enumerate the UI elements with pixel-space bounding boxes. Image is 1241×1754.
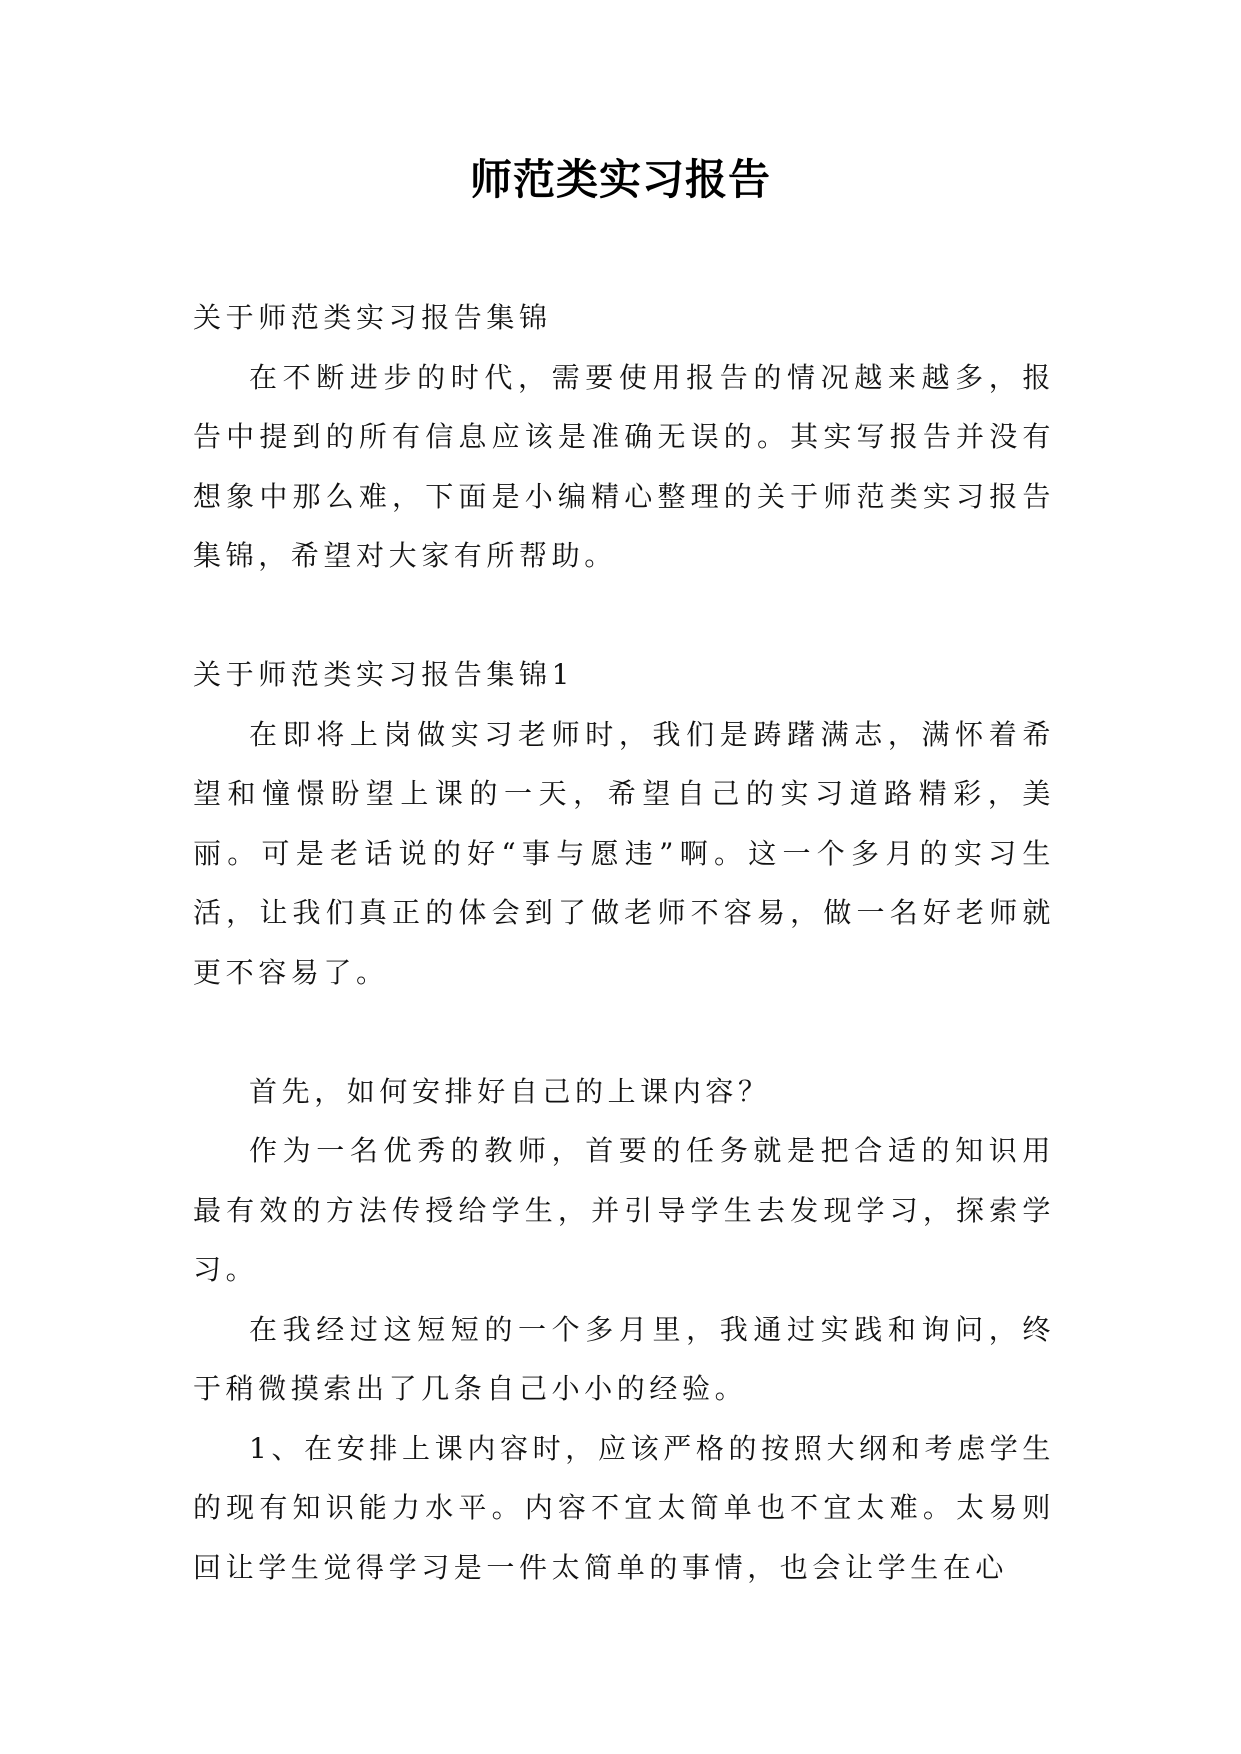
intro-paragraph: 在不断进步的时代，需要使用报告的情况越来越多，报告中提到的所有信息应该是准确无误的。其实写报告并没有想象中那么难，下面是小编精心整理的关于师范类实习报告集锦，希望对大家有所帮助。 xyxy=(193,360,1055,572)
section-1-paragraph-4: 1、在安排上课内容时，应该严格的按照大纲和考虑学生的现有知识能力水平。内容不宜太简单也不宜太难。太易则回让学生觉得学习是一件太简单的事情，也会让学生在心 xyxy=(193,1431,1055,1584)
intro-heading: 关于师范类实习报告集锦 xyxy=(193,301,552,334)
section-1-question: 首先，如何安排好自己的上课内容？ xyxy=(249,1074,771,1108)
document-title: 师范类实习报告 xyxy=(469,155,771,204)
section-1-paragraph-1: 在即将上岗做实习老师时，我们是踌躇满志，满怀着希望和憧憬盼望上课的一天，希望自己的实习道路精彩，美丽。可是老话说的好“事与愿违”啊。这一个多月的实习生活，让我们真正的体会到了做老师不容易，做一名好老师就更不容易了。 xyxy=(193,717,1055,989)
section-1-paragraph-2: 作为一名优秀的教师，首要的任务就是把合适的知识用最有效的方法传授给学生，并引导学生去发现学习，探索学习。 xyxy=(193,1134,1055,1286)
section-heading-1: 关于师范类实习报告集锦1 xyxy=(193,658,575,691)
paragraph-gap xyxy=(193,1002,1055,1062)
paragraph-gap xyxy=(193,586,1055,646)
document-body xyxy=(193,288,1055,1597)
section-1-paragraph-3: 在我经过这短短的一个多月里，我通过实践和询问，终于稍微摸索出了几条自己小小的经验。 xyxy=(193,1312,1055,1405)
